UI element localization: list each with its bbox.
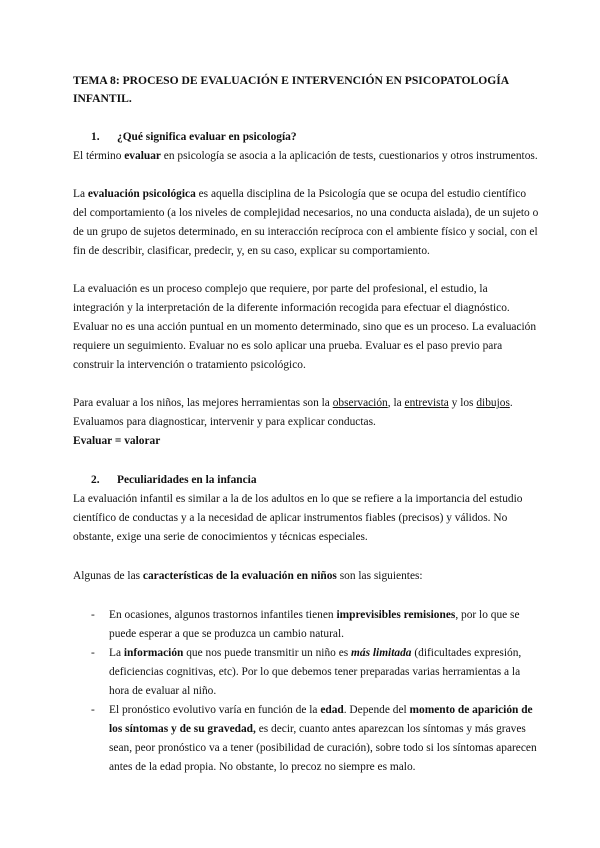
paragraph-line: científico de conductas y a la necesidad de aplicar instrumentos fiables (precisos) y válidos. No [73, 512, 508, 524]
paragraph-line: del comportamiento (a los niveles de complejidad necesarios, no una conducta aislada), de un sujeto o [73, 207, 539, 219]
paragraph-line: Evaluar no es una acción puntual en un momento determinado, sino que es un proceso. La evaluación [73, 321, 537, 333]
list-item-line: El pronóstico evolutivo varía en función de la edad. Depende del momento de aparición de [109, 704, 533, 716]
paragraph-line: Evaluar = valorar [73, 435, 161, 447]
list-item-line: La información que nos puede transmitir un niño es más limitada (dificultades expresión, [109, 647, 522, 659]
page-title: TEMA 8: PROCESO DE EVALUACIÓN E INTERVENCIÓN EN PSICOPATOLOGÍA [73, 74, 510, 87]
paragraph-line: La evaluación infantil es similar a la de los adultos en lo que se refiere a la importancia del estudio [73, 493, 523, 505]
list-item-line: En ocasiones, algunos trastornos infantiles tienen imprevisibles remisiones, por lo que se [109, 609, 520, 621]
section-1-heading: 1. ¿Qué significa evaluar en psicología? [91, 131, 297, 143]
paragraph-line: La evaluación es un proceso complejo que requiere, por parte del profesional, el estudio, la [73, 283, 488, 295]
paragraph-line: de un grupo de sujetos determinado, en su interacción recíproca con el ambiente físico y social, con el [73, 226, 538, 238]
list-bullet: - [91, 647, 95, 659]
paragraph-line: Para evaluar a los niños, las mejores herramientas son la observación, la entrevista y los dibujos. [73, 397, 513, 409]
paragraph-line: Evaluamos para diagnosticar, intervenir y para explicar conductas. [73, 416, 376, 428]
list-item-line: sean, peor pronóstico va a tener (posibilidad de curación), sobre todo si los síntomas aparecen [109, 742, 537, 754]
list-item-line: los síntomas y de su gravedad, es decir, cuanto antes aparezcan los síntomas y más graves [109, 723, 526, 735]
paragraph-line: fin de describir, clasificar, predecir, y, en su caso, explicar su comportamiento. [73, 245, 430, 257]
section-2-heading: 2. Peculiaridades en la infancia [91, 474, 257, 486]
list-item-line: hora de evaluar al niño. [109, 685, 217, 697]
paragraph-line: requiere un seguimiento. Evaluar no es solo aplicar una prueba. Evaluar es el paso previo para [73, 340, 503, 352]
paragraph-line: Algunas de las características de la evaluación en niños son las siguientes: [73, 570, 423, 582]
list-bullet: - [91, 609, 95, 621]
list-item-line: antes de la edad propia. No obstante, lo precoz no siempre es malo. [109, 761, 416, 773]
paragraph-line: integración y la interpretación de la diferente información recogida para efectuar el diagnóstico. [73, 302, 510, 314]
page-title-cont: INFANTIL. [73, 92, 132, 105]
list-item-line: deficiencias cognitivas, etc). Por lo que debemos tener preparadas varias herramientas a la [109, 666, 521, 678]
paragraph-line: La evaluación psicológica es aquella disciplina de la Psicología que se ocupa del estudio científico [73, 188, 527, 200]
list-item-line: puede esperar a que se produzca un cambio natural. [109, 628, 344, 640]
list-bullet: - [91, 704, 95, 716]
paragraph-line: construir la intervención o tratamiento psicológico. [73, 359, 306, 371]
paragraph-line: El término evaluar en psicología se asocia a la aplicación de tests, cuestionarios y otros instrumentos. [73, 150, 538, 162]
paragraph-line: obstante, exige una serie de conocimientos y técnicas especiales. [73, 531, 368, 543]
